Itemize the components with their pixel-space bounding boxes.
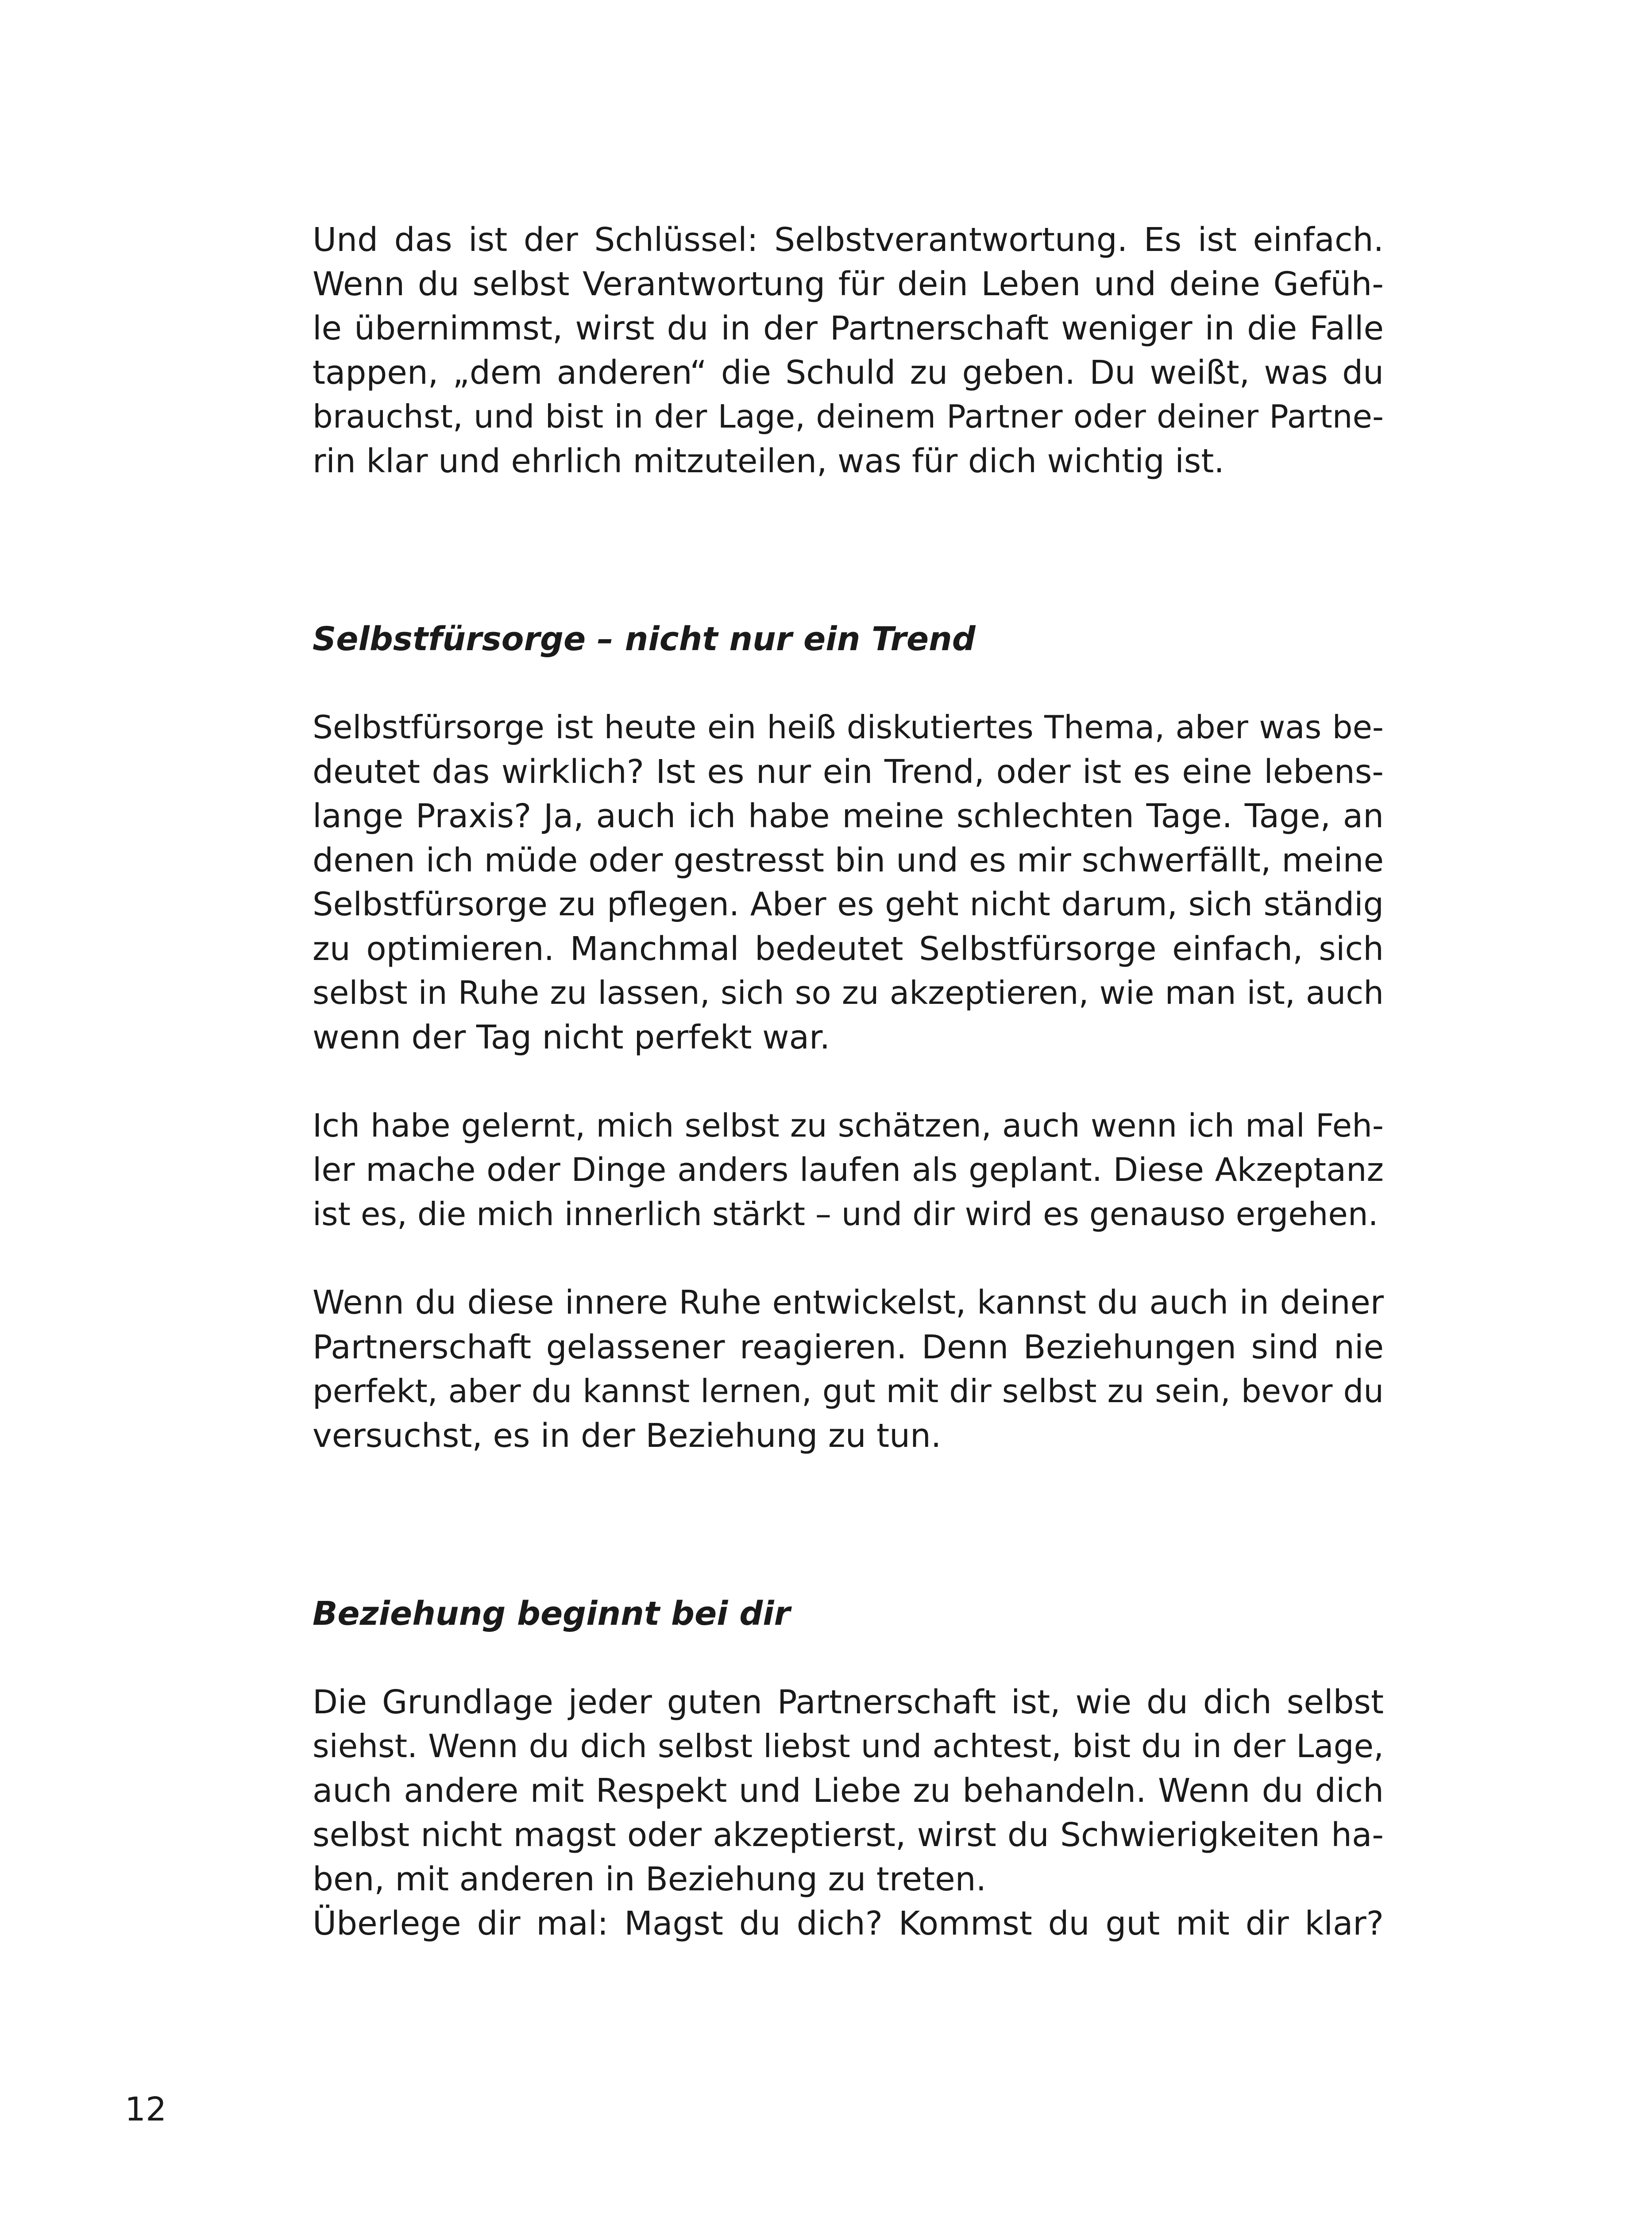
- text-line: denen ich müde oder gestresst bin und es mir schwerfällt, meine: [313, 841, 1384, 879]
- text-line: perfekt, aber du kannst lernen, gut mit dir selbst zu sein, bevor du: [313, 1373, 1384, 1410]
- text-line: Selbstfürsorge ist heute ein heiß diskutiertes Thema, aber was be-: [313, 709, 1384, 746]
- text-line: wenn der Tag nicht perfekt war.: [313, 1018, 830, 1056]
- text-line: Ich habe gelernt, mich selbst zu schätzen, auch wenn ich mal Feh-: [313, 1107, 1384, 1145]
- text-line: Partnerschaft gelassener reagieren. Denn Beziehungen sind nie: [313, 1328, 1384, 1366]
- paragraph-self-acceptance: [313, 1104, 1384, 1237]
- text-line: selbst nicht magst oder akzeptierst, wirst du Schwierigkeiten ha-: [313, 1816, 1384, 1854]
- text-line: ler mache oder Dinge anders laufen als geplant. Diese Akzeptanz: [313, 1151, 1384, 1189]
- text-line: selbst in Ruhe zu lassen, sich so zu akzeptieren, wie man ist, auch: [313, 975, 1384, 1012]
- text-line: rin klar und ehrlich mitzuteilen, was für dich wichtig ist.: [313, 442, 1224, 480]
- section-heading-selfcare-wrapper: [313, 617, 1384, 661]
- text-line: brauchst, und bist in der Lage, deinem Partner oder deiner Partne-: [313, 398, 1384, 436]
- text-line: Wenn du diese innere Ruhe entwickelst, kannst du auch in deiner: [313, 1284, 1384, 1322]
- paragraph-inner-calm: [313, 1281, 1384, 1458]
- text-line: versuchst, es in der Beziehung zu tun.: [313, 1417, 942, 1455]
- text-line: tappen, „dem anderen“ die Schuld zu geben. Du weißt, was du: [313, 354, 1384, 392]
- section-heading-selfcare: Selbstfürsorge – nicht nur ein Trend: [313, 620, 976, 658]
- text-line: lange Praxis? Ja, auch ich habe meine schlechten Tage. Tage, an: [313, 797, 1384, 835]
- text-line: Selbstfürsorge zu pflegen. Aber es geht nicht darum, sich ständig: [313, 886, 1384, 923]
- text-line: deutet das wirklich? Ist es nur ein Trend, oder ist es eine lebens-: [313, 753, 1384, 791]
- text-line: Wenn du selbst Verantwortung für dein Leben und deine Gefüh-: [313, 265, 1384, 303]
- text-line: Überlege dir mal: Magst du dich? Kommst du gut mit dir klar?: [313, 1905, 1384, 1943]
- text-line: Die Grundlage jeder guten Partnerschaft ist, wie du dich selbst: [313, 1683, 1384, 1721]
- page-number: 12: [125, 2090, 167, 2128]
- text-line: zu optimieren. Manchmal bedeutet Selbstfürsorge einfach, sich: [313, 930, 1384, 968]
- text-line: auch andere mit Respekt und Liebe zu behandeln. Wenn du dich: [313, 1772, 1384, 1810]
- paragraph-selfcare-intro: [313, 706, 1384, 1060]
- text-line: siehst. Wenn du dich selbst liebst und achtest, bist du in der Lage,: [313, 1728, 1384, 1765]
- text-line: ben, mit anderen in Beziehung zu treten.: [313, 1860, 987, 1898]
- text-line: le übernimmst, wirst du in der Partnerschaft weniger in die Falle: [313, 309, 1384, 347]
- text-line: ist es, die mich innerlich stärkt – und dir wird es genauso ergehen.: [313, 1196, 1378, 1233]
- text-line: Und das ist der Schlüssel: Selbstverantwortung. Es ist einfach.: [313, 221, 1384, 259]
- paragraph-self-responsibility: [313, 218, 1384, 483]
- section-heading-relationship: Beziehung beginnt bei dir: [313, 1595, 791, 1633]
- paragraph-relationship-foundation: [313, 1680, 1384, 1946]
- section-heading-relationship-wrapper: [313, 1592, 1384, 1636]
